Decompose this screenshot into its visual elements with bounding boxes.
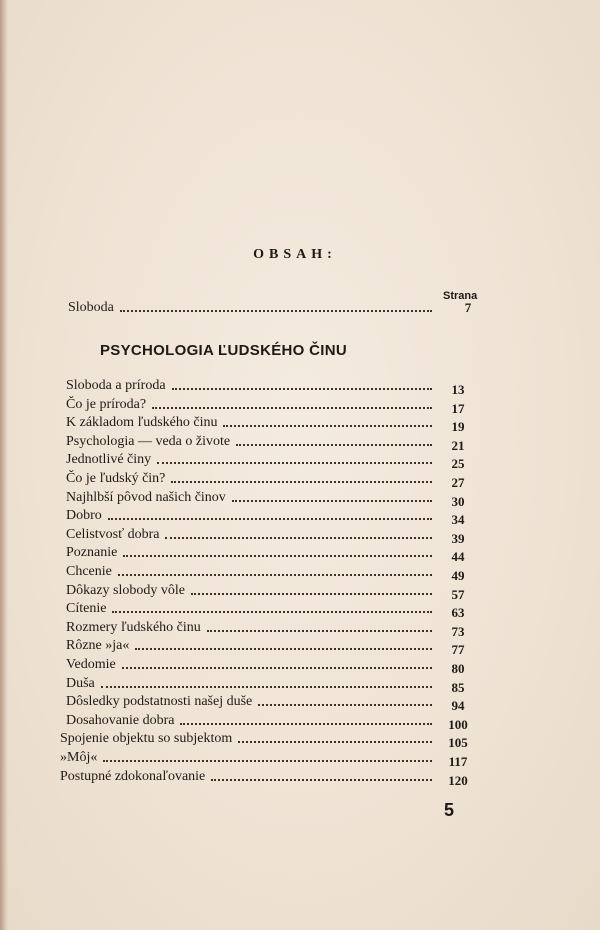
dot-leader (103, 746, 432, 762)
toc-entry-title: Postupné zdokonaľovanie (60, 768, 206, 784)
toc-entry-first (0, 300, 600, 320)
toc-entry-page: 25 (451, 456, 465, 472)
section-title: PSYCHOLOGIA ĽUDSKÉHO ČINU (100, 342, 347, 359)
toc-entry-page: 17 (451, 400, 465, 416)
dot-leader (232, 486, 432, 502)
dot-leader (122, 653, 432, 669)
toc-entry-title: Vedomie (66, 657, 116, 672)
toc-entry-page: 49 (451, 568, 465, 583)
dot-leader (172, 374, 432, 390)
toc-entry-title: Najhlbší pôvod našich činov (66, 489, 226, 505)
dot-leader (108, 504, 432, 520)
dot-leader (191, 579, 432, 595)
toc-entry-title: Dosahovanie dobra (66, 712, 175, 728)
dot-leader (236, 430, 432, 446)
toc-entry-title: Jednotlivé činy (66, 452, 152, 468)
toc-entry-page: 30 (451, 493, 465, 509)
toc-heading: OBSAH: (253, 247, 337, 262)
toc-entry-title: Psychologia — veda o živote (66, 433, 231, 449)
dot-leader (207, 616, 432, 632)
toc-entry-title: Čo je ľudský čin? (66, 471, 166, 486)
toc-entry-page: 73 (451, 623, 465, 639)
toc-entry-page: 34 (451, 512, 465, 528)
toc-entry-page: 63 (451, 605, 465, 621)
toc-entry-page: 85 (451, 679, 465, 695)
toc-entry-page: 120 (448, 772, 468, 788)
toc-entry-title: Spojenie objektu so subjektom (60, 731, 233, 747)
toc-entry-title: Rôzne »ja« (66, 638, 130, 654)
toc-entry-title: K základom ľudského činu (66, 415, 218, 431)
toc-entry-title: Čo je príroda? (66, 396, 147, 412)
toc-entry-page: 77 (451, 642, 465, 658)
toc-entry-page: 80 (451, 661, 465, 676)
toc-entry-title: Celistvosť dobra (66, 526, 160, 542)
dot-leader (123, 541, 432, 557)
toc-entry-title: Chcenie (66, 564, 112, 579)
page-number-folio: 5 (444, 800, 455, 820)
toc-entry-title: Dôkazy slobody vôle (66, 582, 185, 598)
dot-leader (135, 634, 432, 650)
toc-entry-page: 13 (451, 382, 465, 397)
toc-entry-page: 44 (451, 549, 465, 565)
dot-leader (165, 523, 432, 539)
dot-leader (120, 296, 432, 312)
toc-entry-page: 19 (451, 419, 465, 435)
dot-leader (152, 393, 432, 409)
toc-entry-title: Sloboda a príroda (66, 378, 166, 393)
toc-entry-title: Poznanie (66, 545, 118, 561)
dot-leader (180, 709, 432, 725)
toc-entry-title: Sloboda (68, 300, 114, 315)
toc-entry-page: 117 (448, 754, 468, 769)
toc-entry-page: 27 (451, 475, 465, 490)
toc-entry-page: 105 (448, 735, 468, 751)
page-column-label: Strana (443, 290, 478, 302)
dot-leader (157, 448, 432, 464)
dot-leader (223, 411, 432, 427)
toc-entry-page: 100 (448, 716, 468, 732)
toc-entry-page: 7 (464, 300, 472, 315)
dot-leader (258, 690, 432, 706)
toc-entry-page: 21 (451, 437, 465, 453)
dot-leader (171, 467, 432, 483)
toc-entry-title: Cítenie (66, 601, 107, 617)
toc-entry-page: 94 (451, 698, 465, 714)
toc-entry-title: »Môj« (60, 750, 98, 765)
toc-entry-page: 57 (451, 586, 465, 602)
dot-leader (238, 727, 432, 743)
dot-leader (101, 672, 432, 688)
toc-entry-page: 39 (451, 530, 465, 546)
toc-entry-title: Dobro (66, 508, 102, 524)
toc-entry-title: Duša (66, 675, 95, 691)
toc-entry-title: Rozmery ľudského činu (66, 619, 201, 635)
dot-leader (211, 765, 432, 781)
toc-entry (0, 769, 600, 789)
dot-leader (118, 560, 432, 576)
dot-leader (112, 597, 432, 613)
toc-entry-title: Dôsledky podstatnosti našej duše (66, 694, 253, 710)
